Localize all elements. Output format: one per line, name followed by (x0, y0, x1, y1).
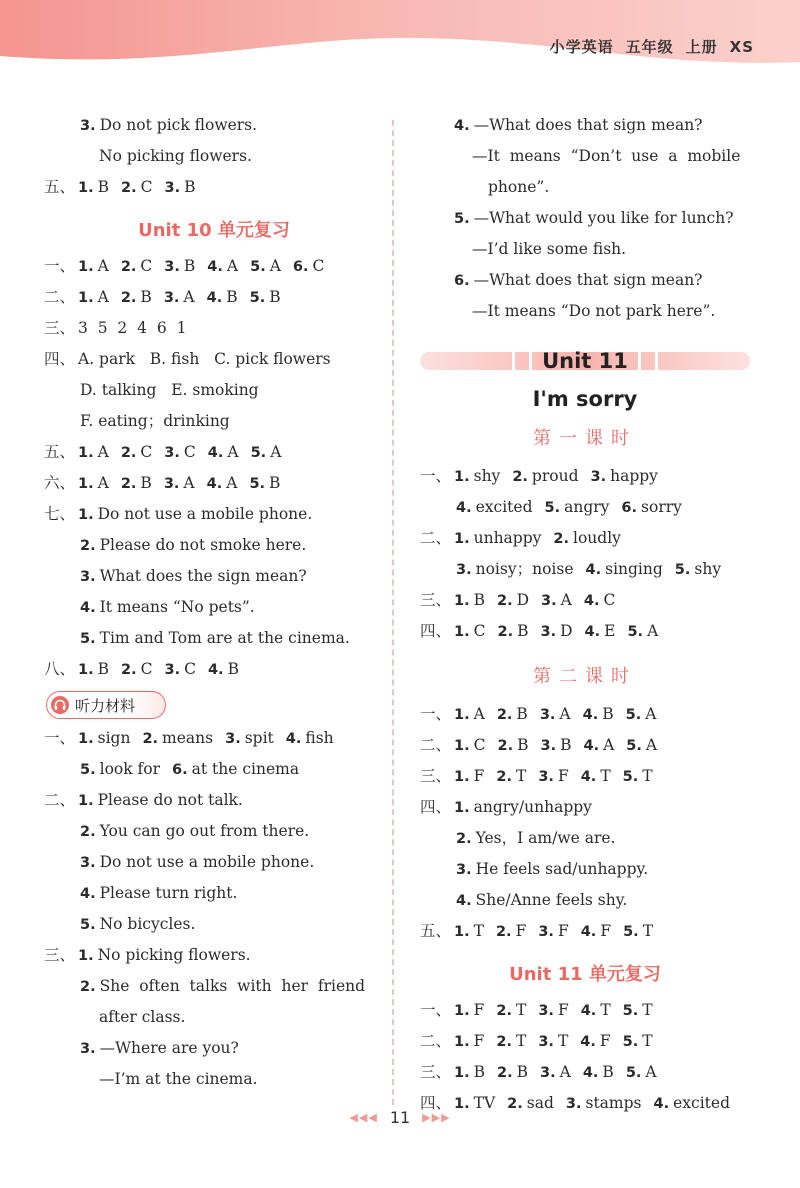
answer-line: 三、 1. F 2. T 3. F 4. T 5. T (420, 767, 653, 785)
answer-line: 七、 1. Do not use a mobile phone. (44, 505, 313, 523)
answer-line: 3. Do not pick flowers. (80, 116, 258, 134)
answer-line: 一、 1. shy 2. proud 3. happy (420, 467, 658, 485)
page-number: 11 (389, 1108, 411, 1127)
answer-line: 六、 1. A 2. B 3. A 4. A 5. B (44, 474, 281, 492)
answer-line: 3. He feels sad/unhappy. (456, 860, 649, 878)
answer-line: 五、 1. A 2. C 3. C 4. A 5. A (44, 443, 282, 461)
answer-line: 五、 1. T 2. F 3. F 4. F 5. T (420, 922, 654, 940)
answer-line: 2. She often talks with her friend (80, 977, 366, 995)
answer-line: 三、 1. B 2. D 3. A 4. C (420, 591, 616, 609)
lesson-title: 第二课时 (533, 666, 637, 687)
lesson-title: 第一课时 (533, 428, 637, 449)
answer-line: 四、 1. angry/unhappy (420, 798, 592, 816)
answer-line: 2. Please do not smoke here. (80, 536, 307, 554)
answer-line: 3. —Where are you? (80, 1039, 239, 1057)
answer-line: 一、 1. F 2. T 3. F 4. T 5. T (420, 1001, 653, 1019)
section-title-unit11-review: Unit 11 单元复习 (509, 964, 661, 985)
answer-line: D. talking E. smoking (80, 381, 259, 399)
left-column (44, 110, 384, 1095)
answer-line: 五、 1. B 2. C 3. B (44, 178, 196, 196)
answer-line: 一、 1. sign 2. means 3. spit 4. fish (44, 729, 334, 747)
answer-line: —I’d like some fish. (472, 240, 627, 258)
answer-line: after class. (99, 1008, 186, 1026)
answer-line: 4. Please turn right. (80, 884, 238, 902)
answer-line: —It means “Do not park here”. (472, 302, 716, 320)
header-info (538, 36, 754, 57)
answer-line: 二、 1. Please do not talk. (44, 791, 243, 809)
answer-line: 5. —What would you like for lunch? (454, 209, 734, 227)
header-volume: 上册 (685, 38, 718, 56)
answer-line: F. eating；drinking (80, 412, 230, 430)
answer-line: 二、 1. A 2. B 3. A 4. B 5. B (44, 288, 281, 306)
answer-line: —I’m at the cinema. (99, 1070, 258, 1088)
answer-line: 四、 A. park B. fish C. pick flowers (44, 350, 331, 368)
answer-line: 3. Do not use a mobile phone. (80, 853, 315, 871)
answer-line: 4. excited 5. angry 6. sorry (456, 498, 682, 516)
page-footer (0, 1108, 800, 1127)
header-band (0, 0, 800, 70)
answer-line: No picking flowers. (99, 147, 252, 165)
unit-subtitle: I'm sorry (532, 387, 638, 411)
section-title-unit10-review: Unit 10 单元复习 (138, 220, 290, 241)
answer-line: 2. You can go out from there. (80, 822, 310, 840)
answer-line: 八、 1. B 2. C 3. C 4. B (44, 660, 239, 678)
answer-line: 四、 1. C 2. B 3. D 4. E 5. A (420, 622, 659, 640)
answer-line: 一、 1. A 2. C 3. B 4. A 5. A 6. C (44, 257, 325, 275)
unit-banner (420, 341, 750, 381)
answer-line: 2. Yes，I am/we are. (456, 829, 616, 847)
answer-line: 3. What does the sign mean? (80, 567, 307, 585)
answer-line: 5. No bicycles. (80, 915, 196, 933)
answer-line: 5. look for 6. at the cinema (80, 760, 300, 778)
header-subject: 小学英语 (549, 38, 614, 56)
answer-line: 5. Tim and Tom are at the cinema. (80, 629, 350, 647)
answer-line: 二、 1. F 2. T 3. T 4. F 5. T (420, 1032, 653, 1050)
answer-line: 四、 1. TV 2. sad 3. stamps 4. excited (420, 1094, 730, 1112)
right-arrows-icon: ▶▶▶ (422, 1111, 451, 1124)
header-edition: XS (729, 38, 754, 56)
column-divider (392, 120, 394, 1105)
answer-line: 三、 1. No picking flowers. (44, 946, 251, 964)
listening-material-label: 听力材料 (46, 691, 166, 719)
answer-line: 6. —What does that sign mean? (454, 271, 703, 289)
left-arrows-icon: ◀◀◀ (349, 1111, 378, 1124)
answer-line: 3. noisy；noise 4. singing 5. shy (456, 560, 722, 578)
answer-line: 三、 1. B 2. B 3. A 4. B 5. A (420, 1063, 657, 1081)
answer-line: 4. She/Anne feels shy. (456, 891, 628, 909)
answer-line: 二、 1. unhappy 2. loudly (420, 529, 621, 547)
header-grade: 五年级 (625, 38, 674, 56)
answer-line: 二、 1. C 2. B 3. B 4. A 5. A (420, 736, 658, 754)
answer-line: 三、 3 5 2 4 6 1 (44, 319, 187, 337)
answer-line: 4. It means “No pets”. (80, 598, 255, 616)
answer-line: phone”. (488, 178, 550, 196)
right-column (420, 110, 750, 1119)
answer-line: 4. —What does that sign mean? (454, 116, 703, 134)
answer-line: —It means “Don’t use a mobile (472, 147, 741, 165)
headphones-icon (51, 696, 69, 714)
answer-line: 一、 1. A 2. B 3. A 4. B 5. A (420, 705, 657, 723)
unit-title: Unit 11 (542, 349, 628, 373)
